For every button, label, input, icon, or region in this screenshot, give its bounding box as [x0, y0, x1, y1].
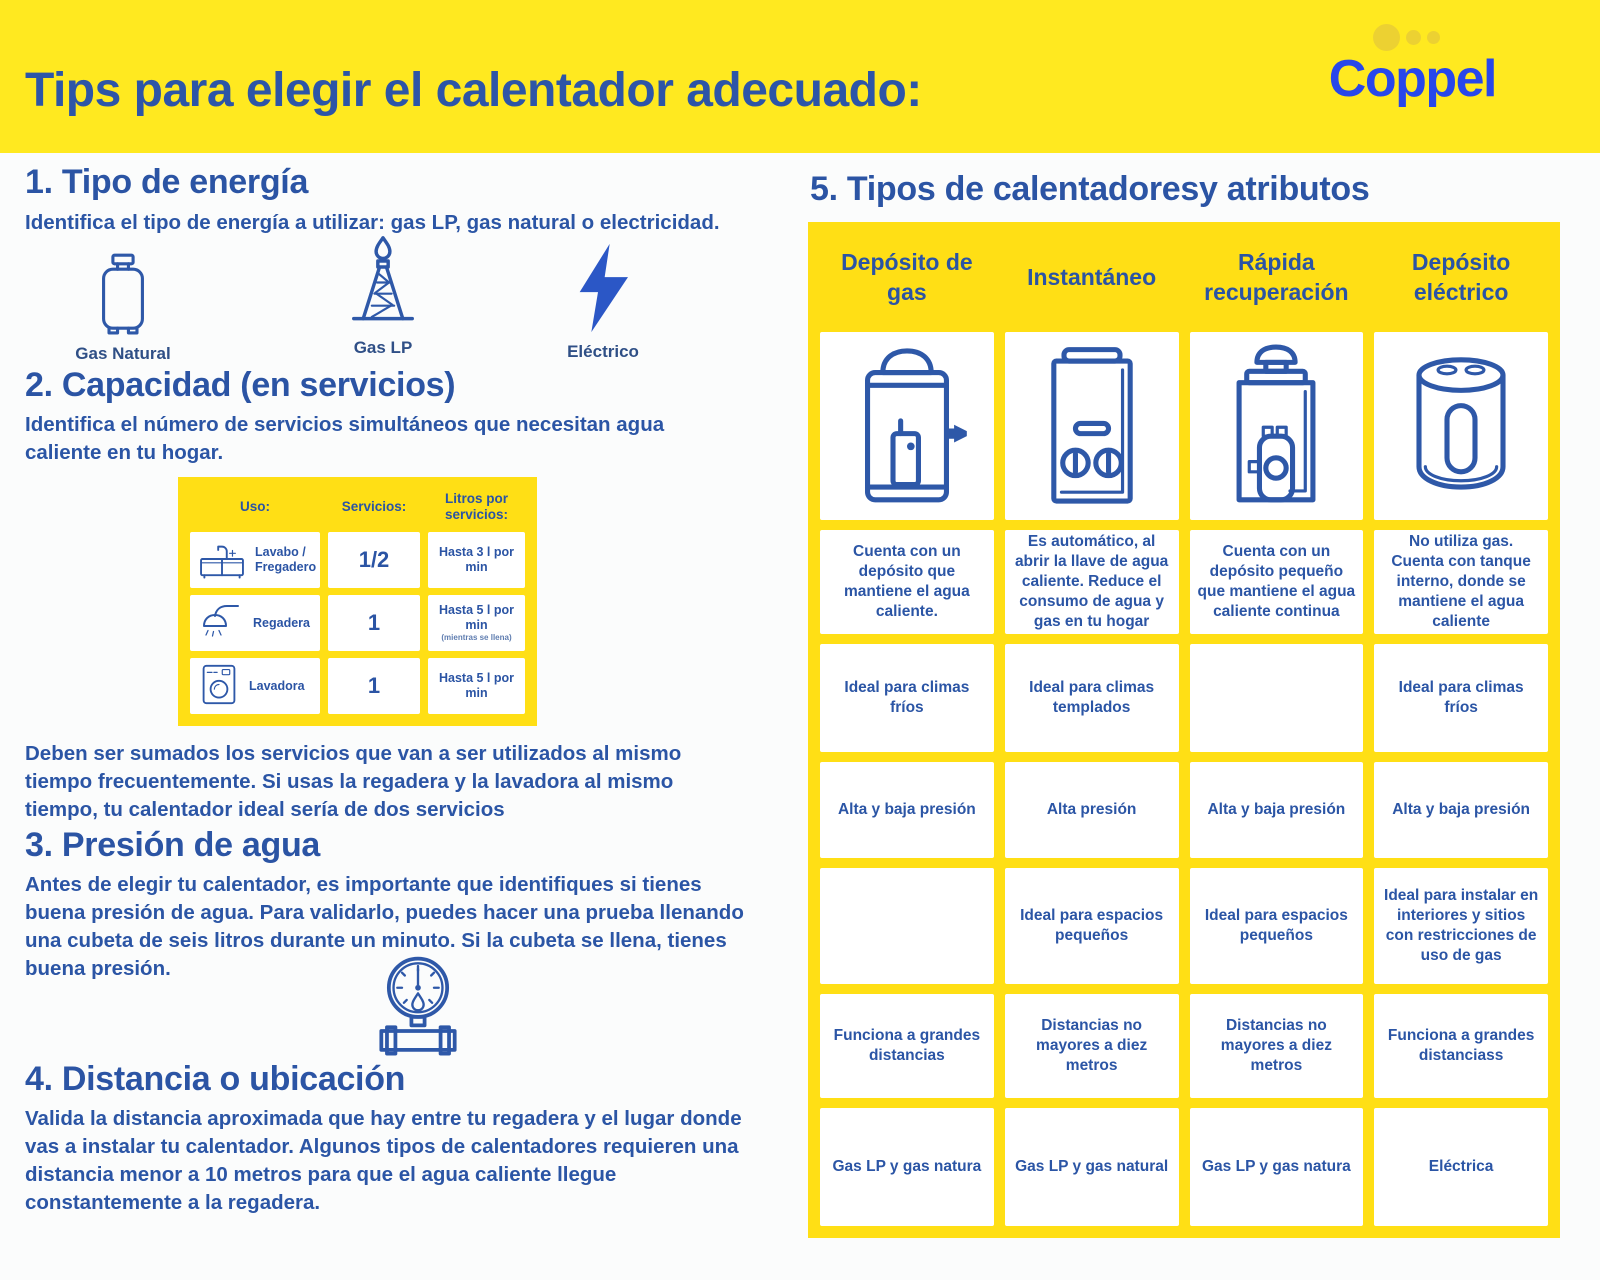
rapid-recovery-heater-icon [1190, 332, 1364, 520]
pressure-gauge-icon [368, 952, 468, 1068]
section-3-body: Antes de elegir tu calentador, es importante que identifiques si tienes buena presión de agua. Para validarlo, puedes hacer una prueba llenando una cubeta de seis litros durante un minuto. Si la cubeta se llena, tienes buena presión. [25, 873, 744, 980]
section-2-subtitle: Identifica el número de servicios simultáneos que necesitan agua caliente en tu hogar. [25, 413, 665, 464]
attribute-cell: Alta y baja presión [820, 762, 994, 858]
lightning-bolt-icon [573, 242, 633, 334]
capacity-footnote: Deben ser sumados los servicios que van a ser utilizados al mismo tiempo frecuentemente. Si usas la regadera y la lavadora al mismo tiempo, tu calentador ideal sería de dos servicios [25, 742, 682, 821]
capacity-use-label: Lavabo / Fregadero [255, 545, 317, 574]
capacity-services-cell: 1/2 [328, 532, 420, 588]
attribute-cell: Alta y baja presión [1190, 762, 1364, 858]
electric-tank-heater-icon [1374, 332, 1548, 520]
attribute-cell: Eléctrica [1374, 1108, 1548, 1226]
energy-label: Gas LP [353, 338, 413, 357]
energy-option-electrico [528, 242, 678, 362]
sink-icon [198, 539, 246, 582]
page-title: Tips para elegir el calentador adecuado: [25, 64, 922, 117]
washer-icon [198, 662, 240, 710]
capacity-use-label: Regadera [253, 615, 310, 630]
header-banner [0, 0, 1600, 153]
attribute-cell: Alta y baja presión [1374, 762, 1548, 858]
capacity-use-cell [190, 658, 320, 714]
logo-dot-medium [1406, 30, 1421, 45]
shower-icon [198, 602, 244, 645]
attribute-cell: Cuenta con un depósito pequeño que mantiene el agua caliente continua [1190, 530, 1364, 634]
section-3-title: 3. Presión de agua [25, 826, 321, 864]
energy-option-gas-natural [48, 244, 198, 364]
section-4-title: 4. Distancia o ubicación [25, 1060, 406, 1098]
liters-note: (mientras se llena) [441, 633, 512, 643]
logo-dot-large [1373, 24, 1400, 51]
attribute-cell: Distancias no mayores a diez metros [1190, 994, 1364, 1098]
energy-label: Eléctrico [567, 342, 639, 361]
section-4-body: Valida la distancia aproximada que hay entre tu regadera y el lugar donde vas a instalar tu calentador. Algunos tipos de calentadores requieren una distancia menor a 10 metros para que el agua caliente llegue constantemente a la regadera. [25, 1107, 742, 1214]
capacity-liters-cell [428, 532, 525, 588]
heater-types-table [808, 222, 1560, 1238]
attribute-cell: Funciona a grandes distancias [820, 994, 994, 1098]
liters-text: Hasta 5 l por min [438, 671, 515, 700]
tank-gas-heater-icon [820, 332, 994, 520]
attribute-cell: Funciona a grandes distanciass [1374, 994, 1548, 1098]
gas-derrick-icon [340, 238, 426, 330]
energy-label: Gas Natural [75, 344, 171, 363]
attribute-cell: Ideal para espacios pequeños [1005, 868, 1179, 984]
logo-dot-small [1427, 31, 1440, 44]
section-1-title: 1. Tipo de energía [25, 163, 309, 201]
attribute-cell: Ideal para espacios pequeños [1190, 868, 1364, 984]
instant-heater-icon [1005, 332, 1179, 520]
attribute-cell: No utiliza gas. Cuenta con tanque interno, donde se mantiene el agua caliente [1374, 530, 1548, 634]
attribute-cell: Ideal para climas templados [1005, 644, 1179, 752]
gas-tank-icon [88, 244, 158, 336]
capacity-use-cell [190, 595, 320, 651]
capacity-services-cell: 1 [328, 595, 420, 651]
capacity-table [178, 477, 537, 726]
liters-text: Hasta 5 l por min [438, 603, 515, 633]
capacity-col-header: Litros por servicios: [444, 491, 509, 522]
coppel-logo-dots-icon [1373, 22, 1440, 52]
coppel-logo [1329, 22, 1496, 107]
capacity-col-header: Servicios: [341, 499, 407, 515]
attribute-cell: Gas LP y gas natura [820, 1108, 994, 1226]
capacity-col-header: Uso: [240, 499, 270, 515]
attribute-cell [820, 868, 994, 984]
section-5-title: 5. Tipos de calentadoresy atributos [810, 170, 1370, 208]
heater-col-header: Instantáneo [1027, 264, 1157, 291]
attribute-cell: Gas LP y gas natural [1005, 1108, 1179, 1226]
attribute-cell [1190, 644, 1364, 752]
heater-col-header: Depósito de gas [841, 249, 973, 305]
capacity-use-label: Lavadora [249, 678, 305, 693]
heater-col-header: Depósito eléctrico [1411, 249, 1511, 305]
attribute-cell: Distancias no mayores a diez metros [1005, 994, 1179, 1098]
capacity-services-cell: 1 [328, 658, 420, 714]
attribute-cell: Ideal para instalar en interiores y sitios con restricciones de uso de gas [1374, 868, 1548, 984]
liters-text: Hasta 3 l por min [438, 545, 515, 574]
attribute-cell: Alta presión [1005, 762, 1179, 858]
capacity-liters-cell [428, 595, 525, 651]
section-2-title: 2. Capacidad (en servicios) [25, 366, 456, 404]
capacity-liters-cell [428, 658, 525, 714]
attribute-cell: Cuenta con un depósito que mantiene el agua caliente. [820, 530, 994, 634]
attribute-cell: Gas LP y gas natura [1190, 1108, 1364, 1226]
section-1-subtitle: Identifica el tipo de energía a utilizar: gas LP, gas natural o electricidad. [25, 211, 720, 234]
attribute-cell: Ideal para climas fríos [820, 644, 994, 752]
capacity-use-cell [190, 532, 320, 588]
attribute-cell: Ideal para climas fríos [1374, 644, 1548, 752]
heater-col-header: Rápida recuperación [1204, 249, 1349, 305]
energy-option-gas-lp [308, 238, 458, 358]
attribute-cell: Es automático, al abrir la llave de agua caliente. Reduce el consumo de agua y gas en tu hogar [1005, 530, 1179, 634]
coppel-wordmark: Coppel [1328, 50, 1496, 108]
